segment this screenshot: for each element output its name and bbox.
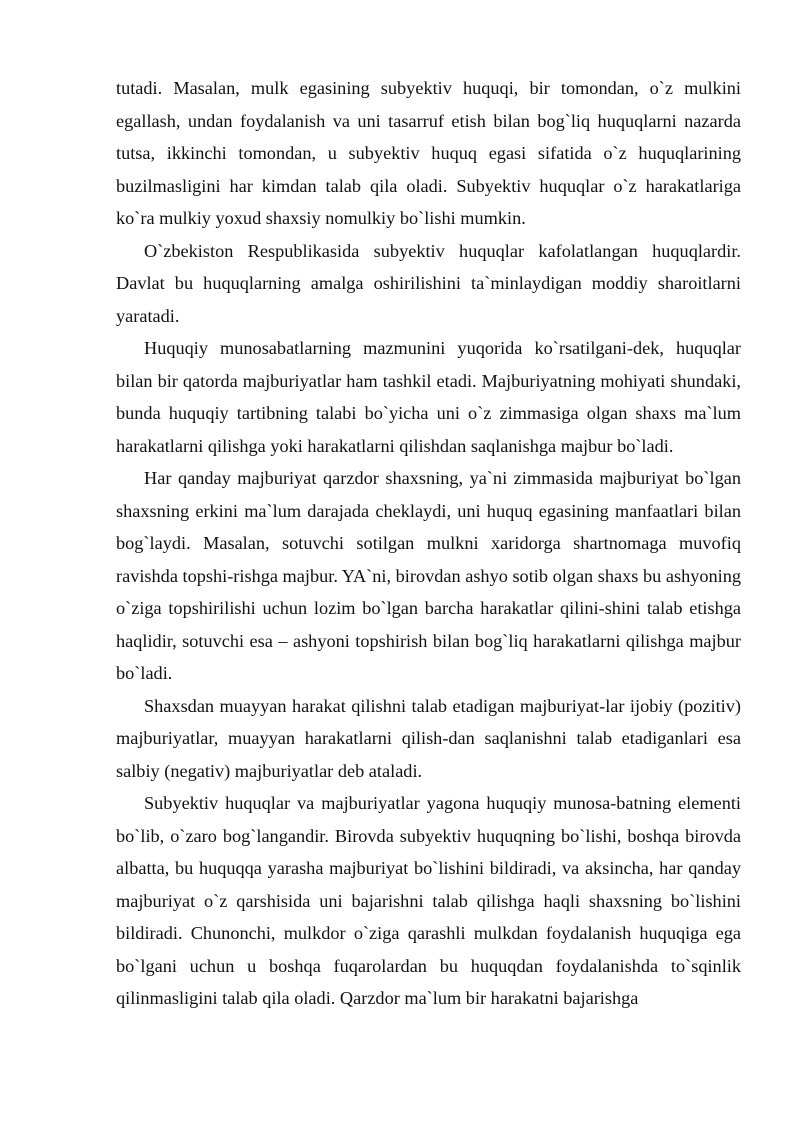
paragraph-obligations-content: Huquqiy munosabatlarning mazmunini yuqorida ko`rsatilgani-dek, huquqlar bilan bir qatorda majburiyatlar ham tashkil etadi. Majburiyatning mohiyati shundaki, bunda huquqiy tartibning talabi bo`yicha uni o`z zimmasiga olgan shaxs ma`lum harakatlarni qilishga yoki harakatlarni qilishdan saqlanishga majbur bo`ladi. xyxy=(116,338,741,456)
paragraph-positive-negative: Shaxsdan muayyan harakat qilishni talab etadigan majburiyat-lar ijobiy (pozitiv) majburiyatlar, muayyan harakatlarni qilish-dan saqlanishni talab etadiganlari esa salbiy (negativ) majburiyatlar deb ataladi. xyxy=(116,695,741,781)
document-page xyxy=(116,72,741,1015)
paragraph-rights-and-obligations: Subyektiv huquqlar va majburiyatlar yagona huquqiy munosa-batning elementi bo`lib, o`zaro bog`langandir. Birovda subyektiv huquqning bo`lishi, boshqa birovda albatta, bu huquqqa yarasha majburiyat bo`lishini bildiradi, va aksincha, har qanday majburiyat o`z qarshisida uni bajarishni talab qilishga haqli shaxsning bo`lishini bildiradi. Chunonchi, mulkdor o`ziga qarashli mulkdan foydalanish huquqiga ega bo`lgani uchun u boshqa fuqarolardan bu huquqdan foydalanishda to`sqinlik qilinmasligini talab qila oladi. Qarzdor ma`lum bir harakatni bajarishga xyxy=(116,793,741,1008)
paragraph-debtor-obligation: Har qanday majburiyat qarzdor shaxsning, ya`ni zimmasida majburiyat bo`lgan shaxsning erkini ma`lum darajada cheklaydi, uni huquq egasining manfaatlari bilan bog`laydi. Masalan, sotuvchi sotilgan mulkni xaridorga shartnomaga muvofiq ravishda topshi-rishga majbur. YA`ni, birovdan ashyo sotib olgan shaxs bu ashyoning o`ziga topshirilishi uchun lozim bo`lgan barcha harakatlar qilini-shini talab etishga haqlidir, sotuvchi esa – ashyoni topshirish bilan bog`liq harakatlarni qilishga majbur bo`ladi. xyxy=(116,468,741,683)
paragraph-guaranteed-rights: O`zbekiston Respublikasida subyektiv huquqlar kafolatlangan huquqlardir. Davlat bu huquqlarning amalga oshirilishini ta`minlaydigan moddiy sharoitlarni yaratadi. xyxy=(116,240,741,326)
paragraph-continued: tutadi. Masalan, mulk egasining subyektiv huquqi, bir tomondan, o`z mulkini egallash, undan foydalanish va uni tasarruf etish bilan bog`liq huquqlarni nazarda tutsa, ikkinchi tomondan, u subyektiv huquq egasi sifatida o`z huquqlarining buzilmasligini har kimdan talab qila oladi. Subyektiv huquqlar o`z harakatlariga ko`ra mulkiy yoxud shaxsiy nomulkiy bo`lishi mumkin. xyxy=(116,78,741,228)
